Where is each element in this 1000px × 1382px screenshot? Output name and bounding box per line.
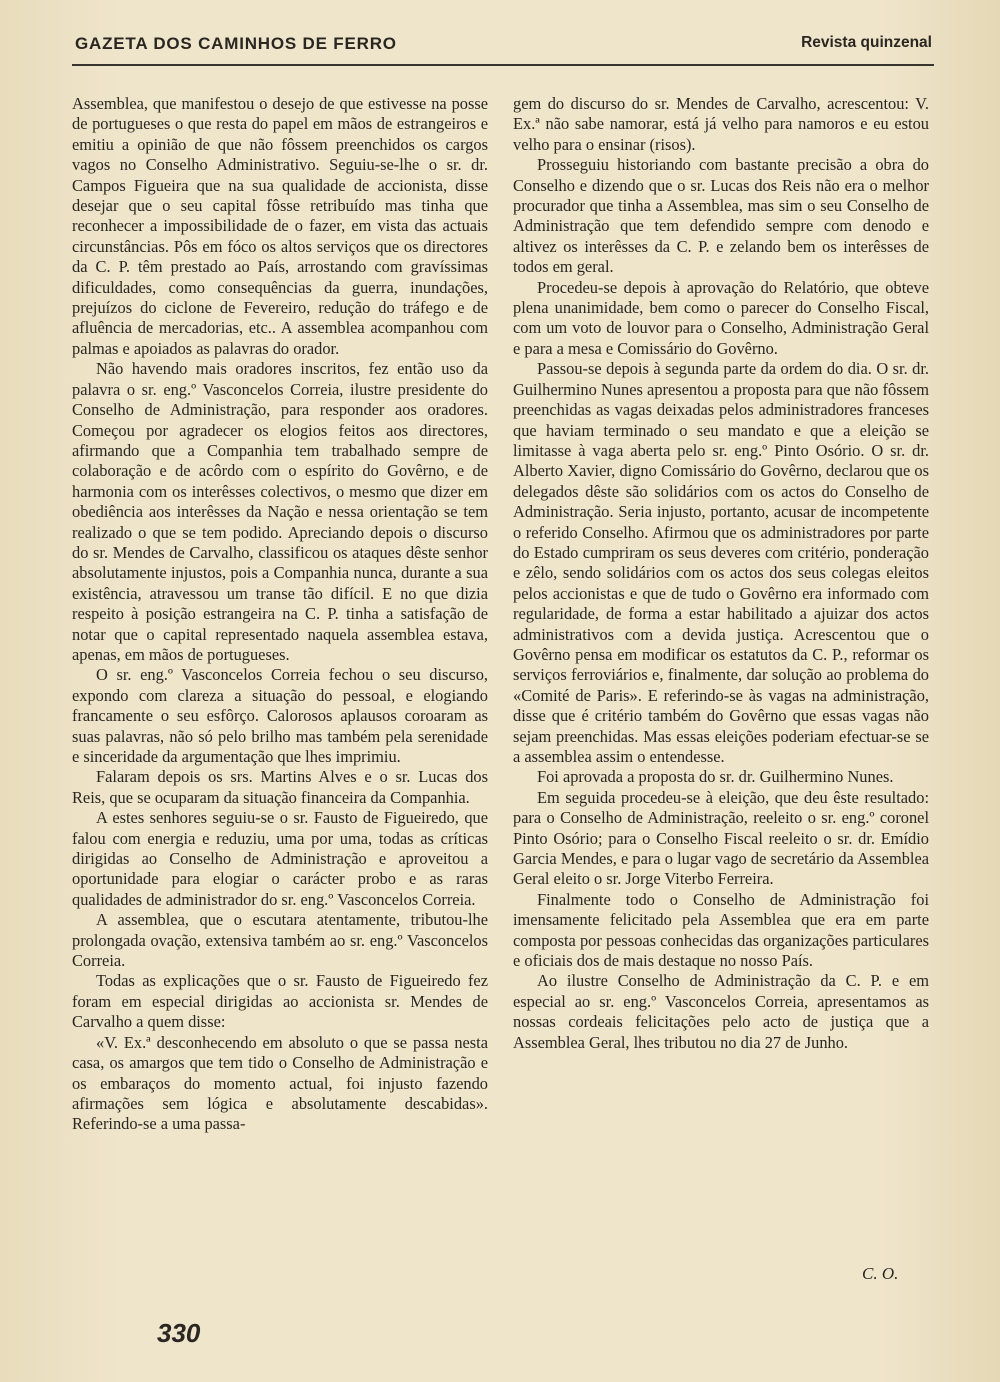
header-rule [72,64,934,66]
paragraph: Foi aprovada a proposta do sr. dr. Guilhermino Nunes. [537,767,894,787]
paragraph: Passou-se depois à segunda parte da ordem do dia. O sr. dr. Guilhermino Nunes apresentou a proposta para que não fôssem preenchidas as vagas deixadas pelos administradores franceses que haviam terminado o seu mandato e que a eleição se limitasse à vaga aberta pelo sr. eng.º Pinto Osório. O sr. dr. Alberto Xavier, digno Comissário do Govêrno, declarou que os delegados dêste são solidários com os actos do Conselho de Administração. Seria injusto, portanto, acusar de incompetente o referido Conselho. Afirmou que os administradores por parte do Estado cumpriram os seus deveres com critério, ponderação e zêlo, sendo solidários com os actos dos seus colegas eleitos pelos accionistas e que de tudo o Govêrno era informado com regularidade, de forma a estar habilitado a ajuizar dos actos administrativos com a devida justiça. Acrescentou que o Govêrno pensa em modificar os estatutos da C. P., reformar os serviços ferroviários e, finalmente, dar solução ao problema do «Comité de Paris». E referindo-se às vagas na administração, disse que é critério também do Govêrno que essas vagas não sejam preenchidas. Mas essas eleições poderiam efectuar-se se a assemblea assim o entendesse. [513,359,929,766]
paragraph: «V. Ex.ª desconhecendo em absoluto o que se passa nesta casa, os amargos que tem tido o Conselho de Administração e os embaraços do momento actual, foi injusto fazendo afirmações sem lógica e absolutamente descabidas». Referindo-se a uma passa- [72,1032,488,1134]
paragraph: Prosseguiu historiando com bastante precisão a obra do Conselho e dizendo que o sr. Lucas dos Reis não era o melhor procurador que tinha a Assemblea, mas sim o seu Conselho de Administração que tem defendido sempre com denodo e altivez os interêsses da C. P. e zelando bem os interêsses de todos em geral. [513,155,929,277]
publication-title: GAZETA DOS CAMINHOS DE FERRO [75,34,397,53]
paragraph: Todas as explicações que o sr. Fausto de Figueiredo fez foram em especial dirigidas ao accionista sr. Mendes de Carvalho a quem disse: [72,971,488,1032]
paragraph: Assemblea, que manifestou o desejo de que estivesse na posse de portugueses o que resta do papel em mãos de estrangeiros e emitiu a opinião de que não fôssem preenchidos os cargos vagos no Conselho Administrativo. Seguiu-se-lhe o sr. dr. Campos Figueira que na sua qualidade de accionista, disse desejar que o seu capital fôsse retribuído mas tinha que reconhecer a impossibilidade de o fazer, em vista das actuais circunstâncias. Pôs em fóco os altos serviços que os directores da C. P. têm prestado ao País, arrostando com gravíssimas dificuldades, como consequências da guerra, inundações, prejuízos do ciclone de Fevereiro, redução do tráfego e de afluência de mercadorias, etc.. A assemblea acompanhou com palmas e apoiados as palavras do orador. [72,94,488,358]
paragraph: Falaram depois os srs. Martins Alves e o sr. Lucas dos Reis, que se ocuparam da situação financeira da Companhia. [72,767,488,807]
paragraph: Não havendo mais oradores inscritos, fez então uso da palavra o sr. eng.º Vasconcelos Correia, ilustre presidente do Conselho de Administração, para responder aos oradores. Começou por agradecer os elogios feitos aos directores, afirmando que a Companhia tem trabalhado sempre de colaboração e de acôrdo com o espírito do Govêrno, e de harmonia com os interêsses colectivos, o mesmo que dizer em obediência aos interêsses da Nação e nessa orientação se tem realizado o que se tem podido. Apreciando depois o discurso do sr. Mendes de Carvalho, classificou os ataques dêste senhor absolutamente injustos, pois a Companhia nunca, durante a sua existência, atravessou um transe tão difícil. E no que dizia respeito à posição estrangeira na C. P. tinha a satisfação de notar que o capital representado naquela assemblea estava, apenas, em mãos de portugueses. [72,359,488,664]
paragraph: gem do discurso do sr. Mendes de Carvalho, acrescentou: V. Ex.ª não sabe namorar, está já velho para namoros e eu estou velho para o ensinar (risos). [513,94,929,154]
paragraph: Em seguida procedeu-se à eleição, que deu êste resultado: para o Conselho de Administração, reeleito o sr. eng.º coronel Pinto Osório; para o Conselho Fiscal reeleito o sr. dr. Emídio Garcia Mendes, e para o lugar vago de secretário da Assemblea Geral eleito o sr. Jorge Viterbo Ferreira. [513,787,929,889]
left-column [72,94,488,1135]
paragraph: Finalmente todo o Conselho de Administração foi imensamente felicitado pela Assemblea que era em parte composta por pessoas conhecidas das organizações particulares e oficiais dos de mais destaque no nosso País. [513,889,929,971]
paragraph: A assemblea, que o escutara atentamente, tributou-lhe prolongada ovação, extensiva também ao sr. eng.º Vasconcelos Correia. [72,910,488,971]
right-column [513,94,929,1053]
paragraph: Procedeu-se depois à aprovação do Relatório, que obteve plena unanimidade, bem como o parecer do Conselho Fiscal, com um voto de louvor para o Conselho, Administração Geral e para a mesa e Comissário do Govêrno. [513,277,929,358]
paragraph: Ao ilustre Conselho de Administração da C. P. e em especial ao sr. eng.º Vasconcelos Correia, apresentamos as nossas cordeais felicitações pelo acto de justiça que a Assemblea Geral, lhes tributou no dia 27 de Junho. [513,971,929,1052]
page-header [75,34,932,64]
paragraph: A estes senhores seguiu-se o sr. Fausto de Figueiredo, que falou com energia e reduziu, uma por uma, todas as críticas dirigidas ao Conselho de Administração e aproveitou a oportunidade para elogiar o carácter probo e as raras qualidades de administrador do sr. eng.º Vasconcelos Correia. [72,808,488,909]
author-signature: C. O. [862,1264,899,1283]
page-number: 330 [157,1318,201,1348]
paragraph: O sr. eng.º Vasconcelos Correia fechou o seu discurso, expondo com clareza a situação do pessoal, e elogiando francamente o seu esfôrço. Calorosos aplausos coroaram as suas palavras, não só pelo brilho mas também pela serenidade e sinceridade da argumentação que lhes imprimiu. [72,665,488,766]
publication-subtitle: Revista quinzenal [801,34,932,51]
